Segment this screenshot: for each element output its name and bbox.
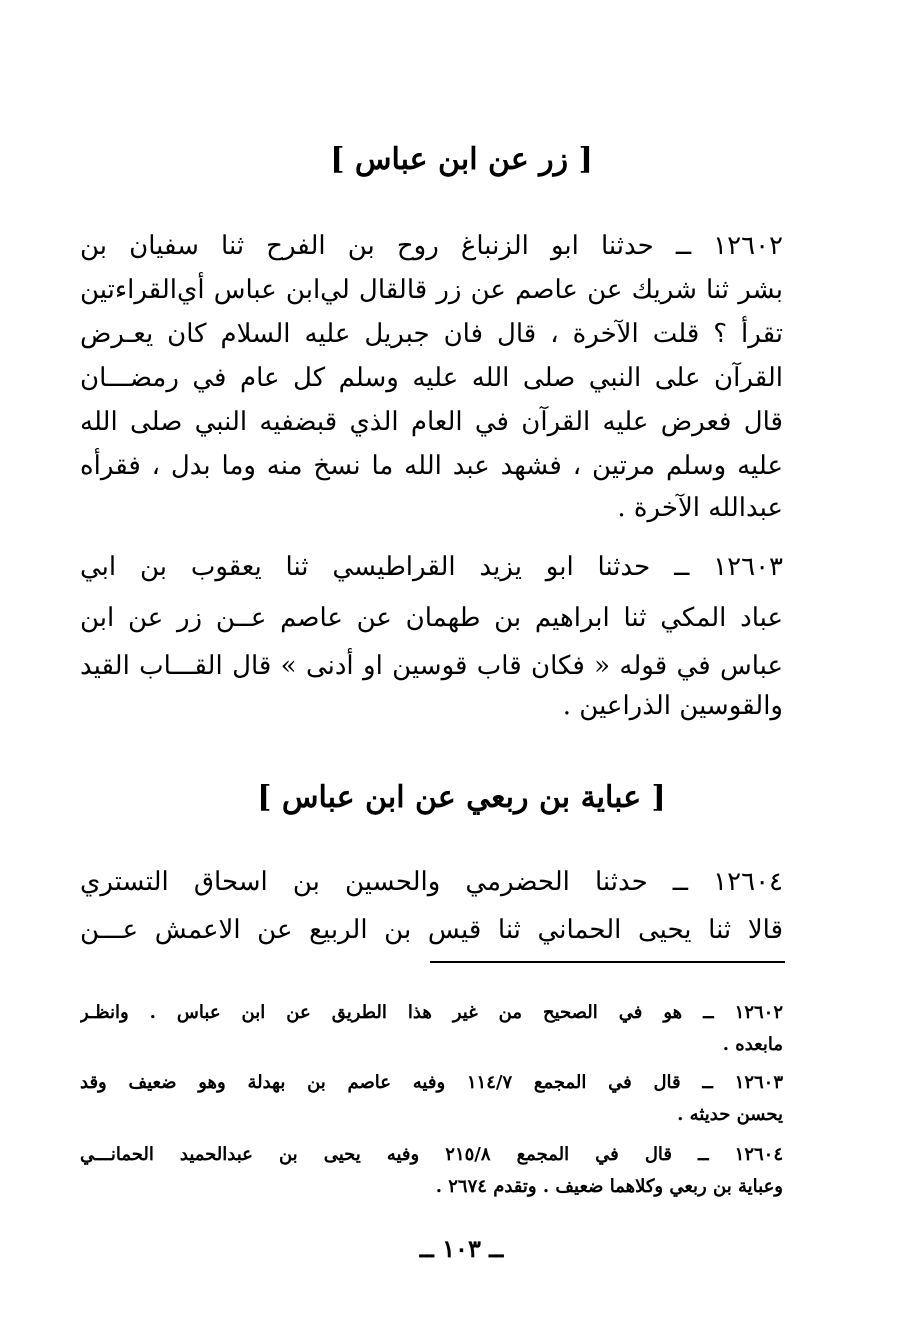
section-heading-zirr: [ زر عن ابن عباس ] xyxy=(330,142,593,177)
hadith-12602-line-6: عليه وسلم مرتين ، فشهد عبد الله ما نسخ منه وما بدل ، فقرأه xyxy=(80,451,783,481)
hadith-12604-line-2: قالا ثنا يحيى الحماني ثنا قيس بن الربيع عن الاعمش عـــن xyxy=(80,915,783,945)
hadith-12602-line-7: عبدالله الآخرة . xyxy=(617,493,783,523)
footnote-12604-line-2: وعباية بن ربعي وكلاهما ضعيف . وتقدم ٢٦٧٤ . xyxy=(435,1176,783,1197)
hadith-12602-line-4: القرآن على النبي صلى الله عليه وسلم كل عام في رمضـــان xyxy=(80,363,783,393)
hadith-12603-line-4: والقوسين الذراعين . xyxy=(562,691,783,721)
hadith-12602-line-5: قال فعرض عليه القرآن في العام الذي قبضفيه النبي صلى الله xyxy=(80,407,783,437)
hadith-12602-line-1: ١٢٦٠٢ ــ حدثنا ابو الزنباغ روح بن الفرح ثنا سفيان بن xyxy=(80,231,783,261)
footnote-12602-line-2: مابعده . xyxy=(722,1034,783,1055)
hadith-12603-line-2: عباد المكي ثنا ابراهيم بن طهمان عن عاصم عــن زر عن ابن xyxy=(80,603,783,633)
footnote-12603-line-2: يحسن حديثه . xyxy=(677,1104,783,1125)
footnote-divider xyxy=(430,961,785,963)
hadith-12603-line-1: ١٢٦٠٣ ــ حدثنا ابو يزيد القراطيسي ثنا يعقوب بن ابي xyxy=(80,552,783,582)
section-heading-abaya: [ عباية بن ربعي عن ابن عباس ] xyxy=(257,780,666,815)
hadith-12603-line-3: عباس في قوله « فكان قاب قوسين او أدنى » قال القـــاب القيد xyxy=(80,651,783,681)
footnote-12604-line-1: ١٢٦٠٤ ــ قال في المجمع ٢١٥/٨ وفيه يحيى بن عبدالحميد الحمانـــي xyxy=(80,1144,783,1165)
hadith-12602-line-2: بشر ثنا شريك عن عاصم عن زر قالقال لي‌ابن عباس أي‌القراءتين xyxy=(80,275,783,305)
page-number: ــ ١٠٣ ــ xyxy=(419,1234,504,1263)
hadith-12604-line-1: ١٢٦٠٤ ــ حدثنا الحضرمي والحسين بن اسحاق التستري xyxy=(80,867,783,897)
hadith-12602-line-3: تقرأ ؟ قلت الآخرة ، قال فان جبريل عليه السلام كان يعـرض xyxy=(80,319,783,349)
footnote-12603-line-1: ١٢٦٠٣ ــ قال في المجمع ١١٤/٧ وفيه عاصم بن بهدلة وهو ضعيف وقد xyxy=(80,1072,783,1093)
footnote-12602-line-1: ١٢٦٠٢ ــ هو في الصحيح من غير هذا الطريق عن ابن عباس . وانظـر xyxy=(80,1002,783,1023)
